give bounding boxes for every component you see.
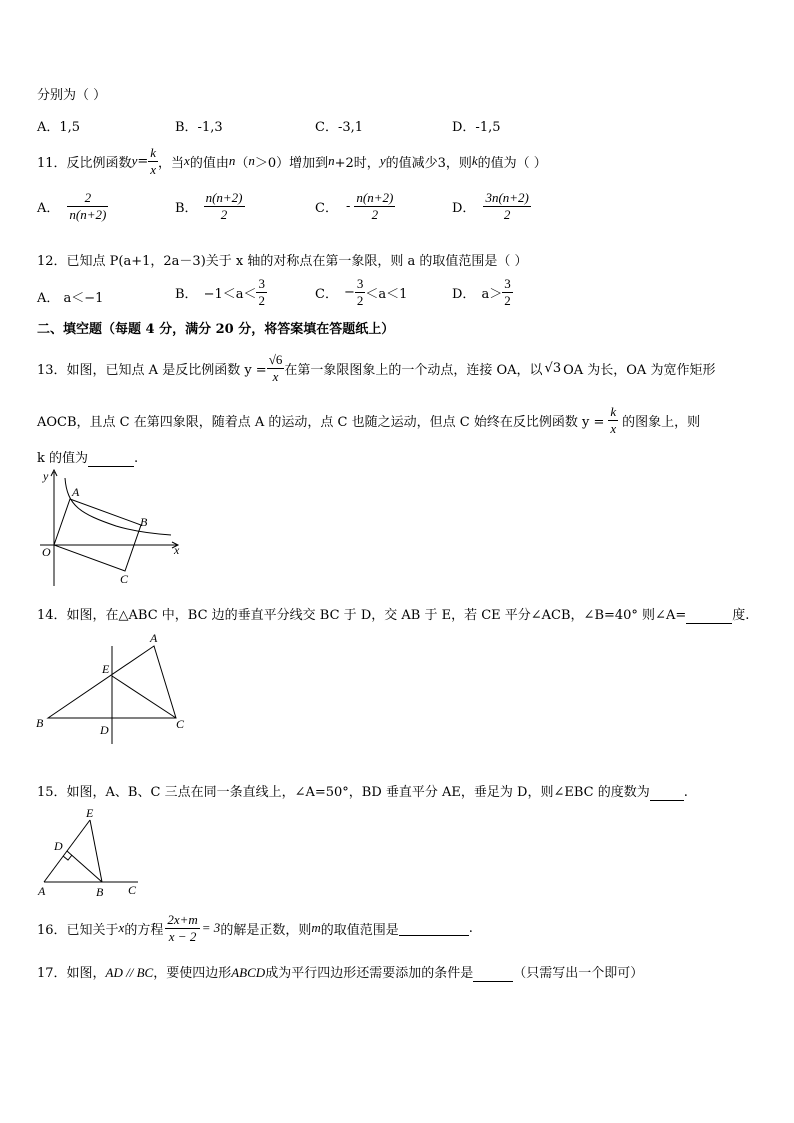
label-d: D <box>54 839 63 853</box>
section-heading: 二、填空题（每题 4 分，满分 20 分，将答案填在答题纸上） <box>37 322 395 337</box>
hyperbola-curve <box>65 478 171 535</box>
answer-blank <box>686 608 732 624</box>
q14-stem: 14．如图，在△ABC 中，BC 边的垂直平分线交 BC 于 D，交 AB 于 E，若 CE 平分∠ACB，∠B=40° 则∠A= 度. <box>37 608 750 623</box>
label-e: E <box>86 806 94 820</box>
label-a: A <box>72 485 80 499</box>
q17-stem: 17．如图，AD // BC，要使四边形ABCD成为平行四边形还需要添加的条件是 （只需写出一个即可） <box>37 965 644 981</box>
label-a: A <box>150 631 158 645</box>
label-e: E <box>102 662 110 676</box>
q16-stem: 16．已知关于 x 的方程 $\frac{2x+m}{x - 2}$ = 3 的解是正数，则 m 的取值范围是 . <box>37 911 473 944</box>
q11-option-a: A． $\frac{2}{n(n+2)}$ <box>37 190 107 222</box>
segment-ce <box>112 676 176 718</box>
q12-option-d: D． a＞ $\frac{3}{2}$ <box>452 276 511 308</box>
q13-line2: AOCB，且点 C 在第四象限，随着点 A 的运动，点 C 也随之运动，但点 C 始终在反比例函数 y = $\frac{k}{x}$ 的图象上，则 <box>37 403 701 436</box>
label-c: C <box>120 572 129 586</box>
label-d: D <box>100 723 109 737</box>
answer-blank <box>399 921 469 936</box>
right-angle-mark <box>63 855 72 860</box>
q12-option-b: B． −1＜a＜ $\frac{3}{2}$ <box>175 276 265 308</box>
label-b: B <box>140 515 148 529</box>
rectangle-aocb <box>54 499 141 571</box>
label-y: y <box>43 469 49 483</box>
q15-figure <box>34 806 154 898</box>
label-x: x <box>174 543 180 557</box>
answer-blank <box>88 451 134 467</box>
q14-figure <box>34 628 194 748</box>
q12-option-c: C． − $\frac{3}{2}$ ＜a＜1 <box>315 276 408 308</box>
q15-stem: 15．如图，A、B、C 三点在同一条直线上，∠A=50°，BD 垂直平分 AE，垂足为 D，则∠EBC 的度数为 . <box>37 785 688 800</box>
q13-line1: 13．如图，已知点 A 是反比例函数 y = $\frac{√6}{x}$ 在第一象限图象上的一个动点，连接 OA，以 √3 OA 为长，OA 为宽作矩形 <box>37 351 716 384</box>
q10-option-c: C．-3,1 <box>315 120 364 135</box>
q10-option-d: D．-1,5 <box>452 120 501 135</box>
answer-blank <box>650 785 684 801</box>
label-c: C <box>176 717 185 731</box>
label-o: O <box>42 545 51 559</box>
answer-blank <box>473 966 513 982</box>
q11-option-d: D． $\frac{3n(n+2)}{2}$ <box>452 190 529 222</box>
q12-stem: 12．已知点 P(a+1，2a－3)关于 x 轴的对称点在第一象限，则 a 的取值范围是（ ） <box>37 254 528 269</box>
label-b: B <box>36 716 44 730</box>
q11-option-c: C． - $\frac{n(n+2)}{2}$ <box>315 190 394 222</box>
q11-fraction: $\frac{k}{x}$ <box>150 144 157 177</box>
label-a: A <box>38 884 46 898</box>
q10-option-b: B．-1,3 <box>175 120 223 135</box>
q11-stem: 11． 反比例函数 y = $\frac{k}{x}$ ，当 x 的值由 n （ n ＞0）增加到 n +2时， y 的值减少3，则 k 的值为（ ） <box>37 144 547 177</box>
label-c: C <box>128 883 137 897</box>
q13-figure <box>36 466 186 588</box>
q10-tail: 分别为（ ） <box>37 88 107 103</box>
q10-option-a: A．1,5 <box>37 120 81 135</box>
q12-option-a: A． a＜−1 <box>37 291 104 306</box>
q13-line3: k 的值为 . <box>37 451 139 466</box>
label-b: B <box>96 885 104 898</box>
q11-option-b: B． $\frac{n(n+2)}{2}$ <box>175 190 243 222</box>
